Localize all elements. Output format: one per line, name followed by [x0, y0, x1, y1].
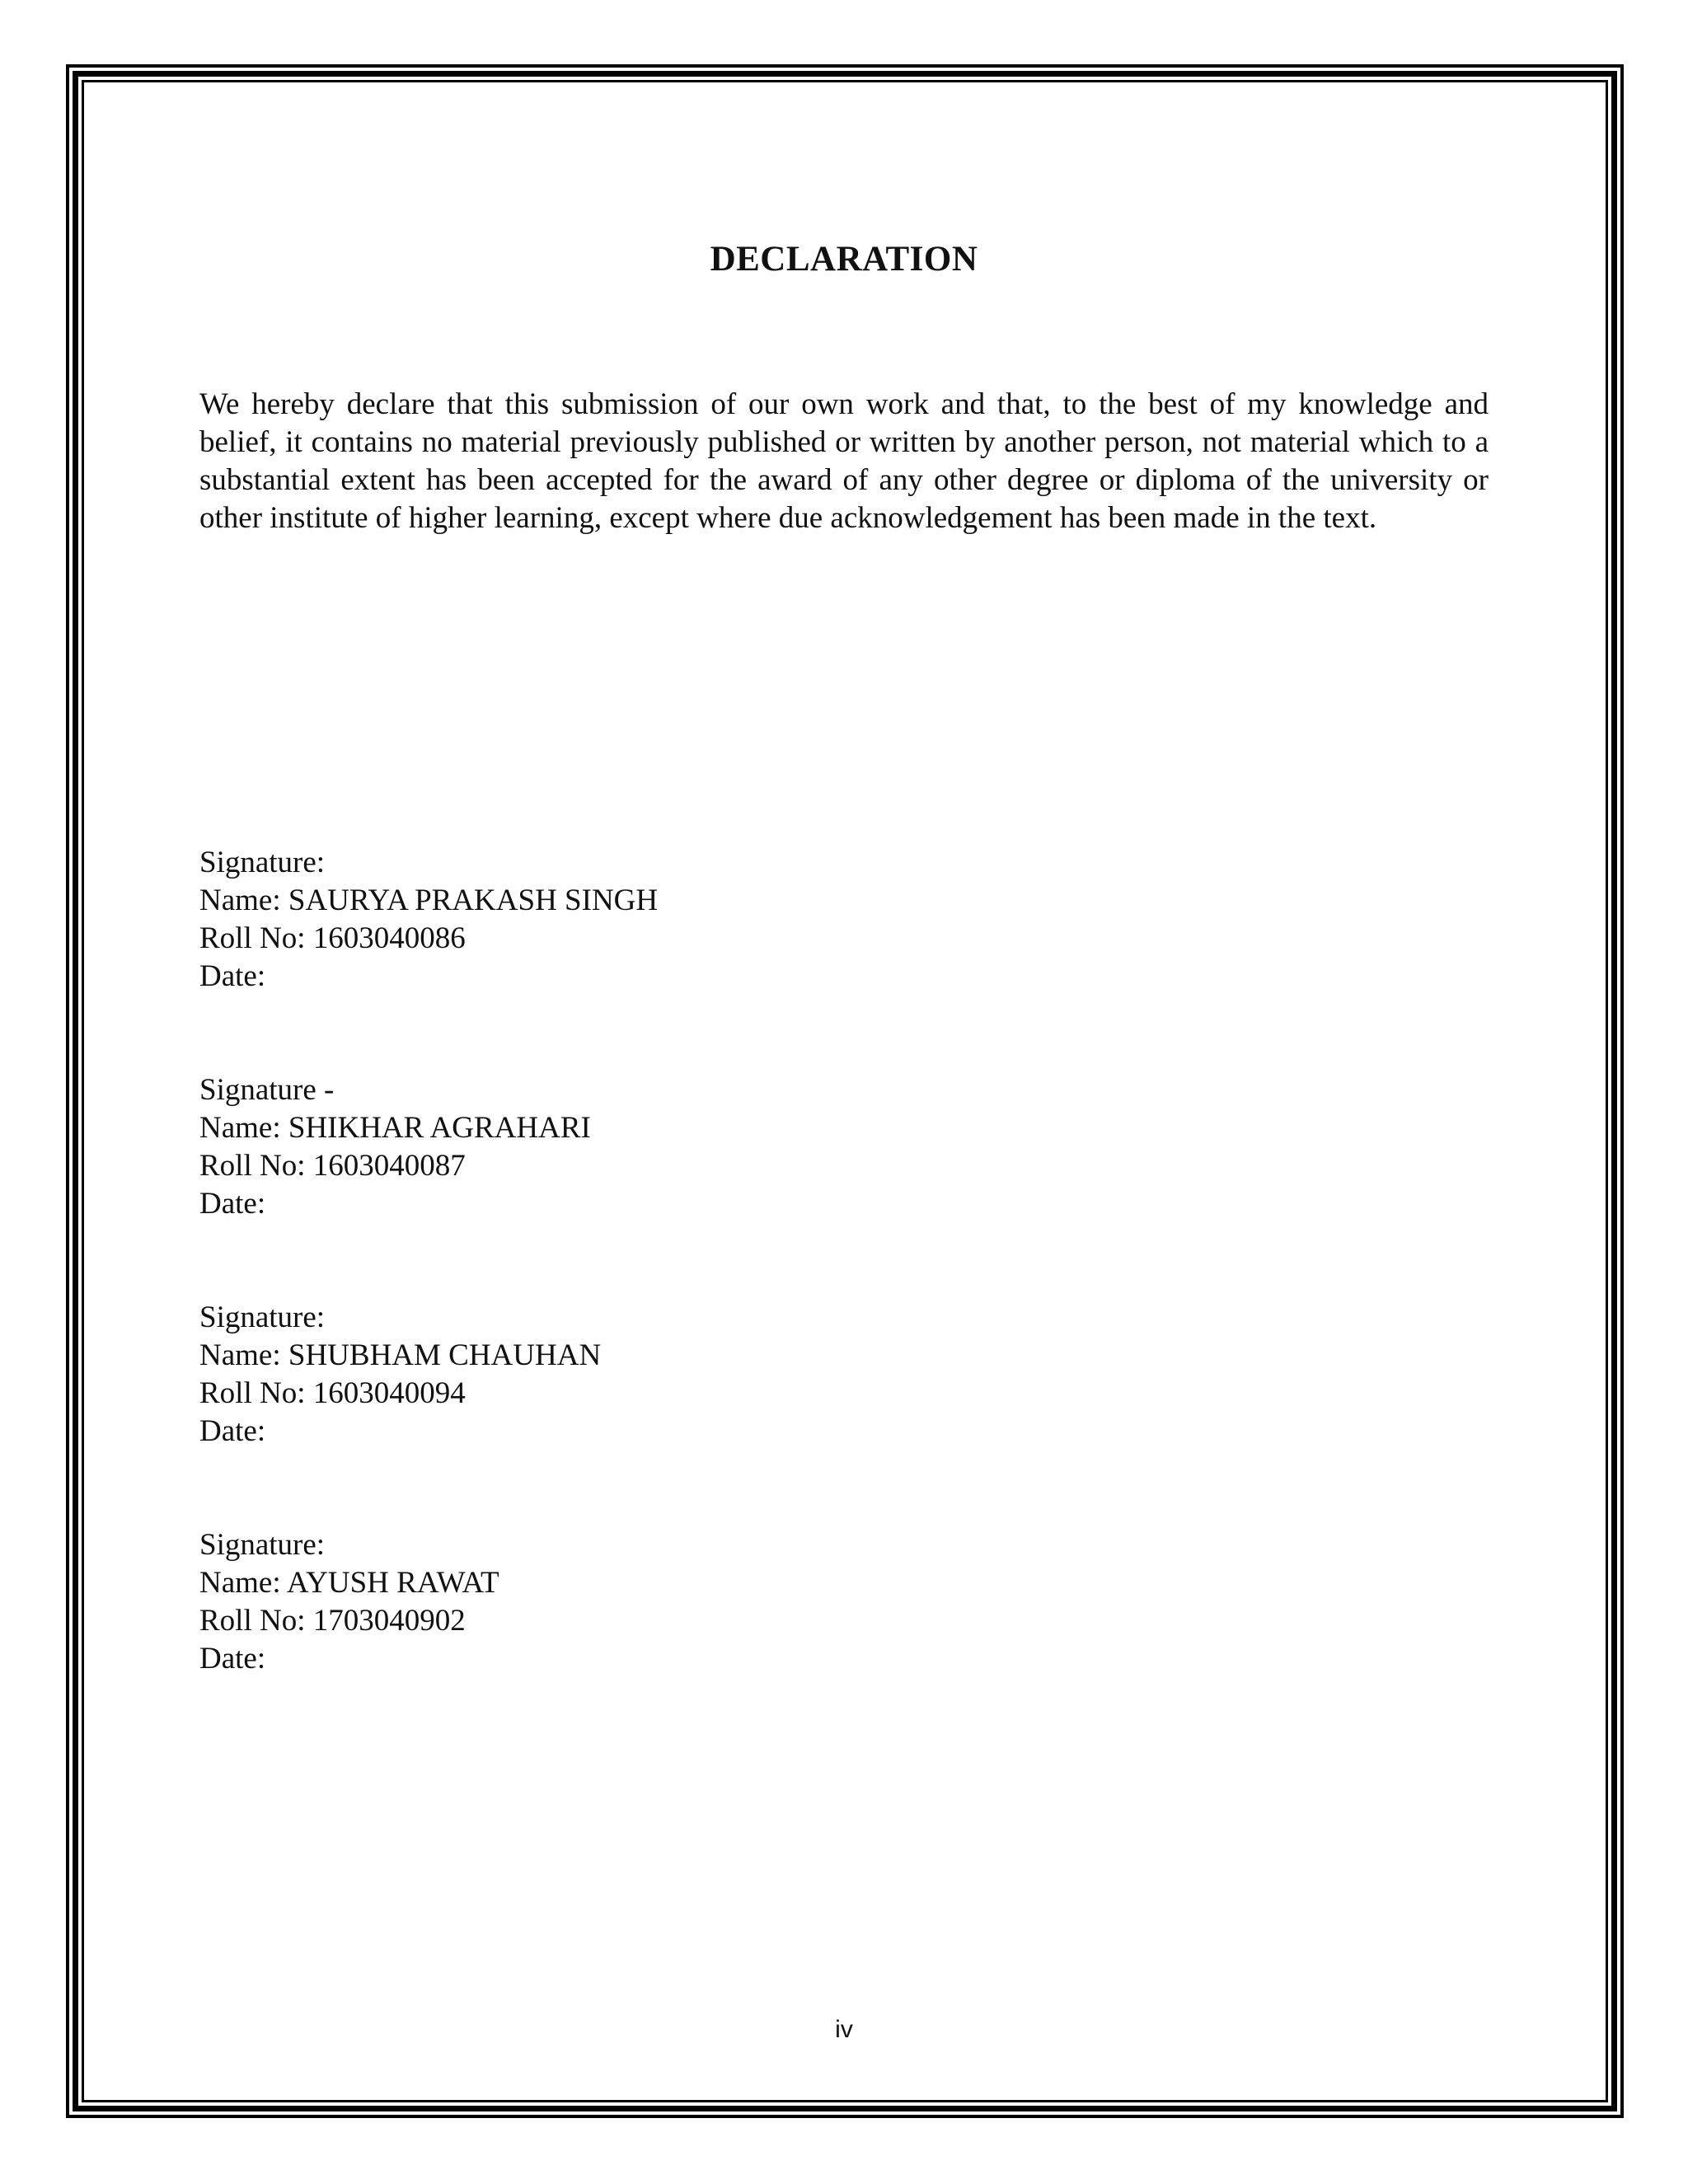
- signatory-block: [199, 1299, 1189, 1451]
- page-number: iv: [835, 2016, 853, 2043]
- signatory-name: Name: SHIKHAR AGRAHARI: [199, 1111, 591, 1145]
- signature-label: Signature:: [199, 1528, 326, 1562]
- signatory-block: [199, 1526, 1189, 1678]
- signatory-roll-number: Roll No: 1603040094: [199, 1376, 466, 1410]
- date-label: Date:: [199, 1187, 266, 1221]
- signatory-block: [199, 1071, 1189, 1223]
- signatory-name: Name: AYUSH RAWAT: [199, 1566, 499, 1600]
- signatory-name: Name: SHUBHAM CHAUHAN: [199, 1338, 602, 1372]
- declaration-paragraph: We hereby declare that this submission of our own work and that, to the best of my knowledge and belief, it contains no material previously published or written by another person, not material which to a substantial extent has been accepted for the award of any other degree or diploma of the university or other institute of higher learning, except where due acknowledgement has been made in the text.: [199, 387, 1489, 535]
- page-title: DECLARATION: [710, 240, 978, 279]
- signature-label: Signature:: [199, 846, 326, 879]
- signature-label: Signature:: [199, 1301, 326, 1334]
- signature-label: Signature -: [199, 1073, 335, 1107]
- signatory-roll-number: Roll No: 1603040087: [199, 1149, 466, 1183]
- signatory-roll-number: Roll No: 1603040086: [199, 921, 466, 955]
- signatory-name: Name: SAURYA PRAKASH SINGH: [199, 883, 659, 917]
- signatory-roll-number: Roll No: 1703040902: [199, 1604, 466, 1638]
- date-label: Date:: [199, 959, 266, 993]
- date-label: Date:: [199, 1414, 266, 1448]
- date-label: Date:: [199, 1642, 266, 1675]
- signatory-block: [199, 844, 1189, 996]
